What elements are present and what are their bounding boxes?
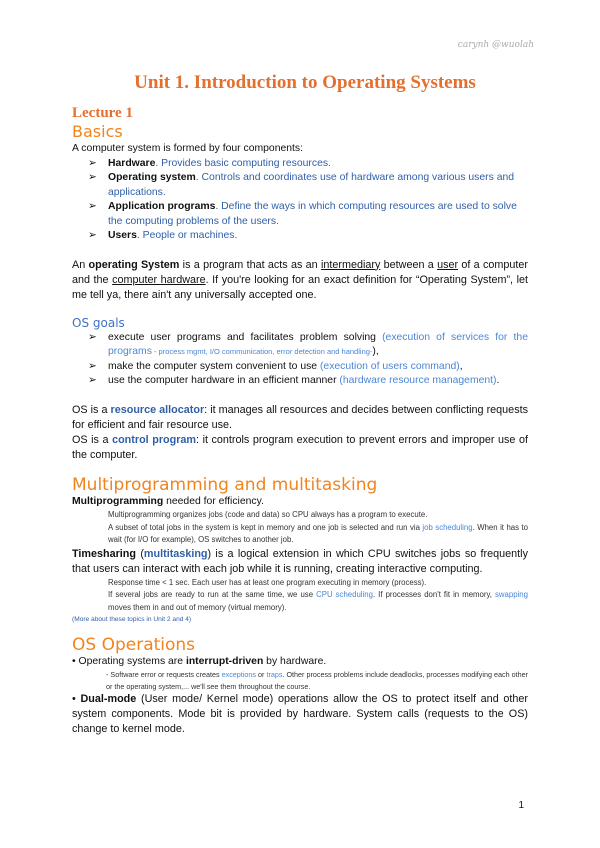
units-note: (More about these topics in Unit 2 and 4) (72, 615, 192, 623)
control-program-text: OS is a control program: it controls program execution to prevent errors and improper use of the computer. (72, 433, 528, 461)
multiprogramming-text: Multiprogramming needed for efficiency. (72, 495, 264, 507)
arrow-bullet-icon: ➢ (88, 360, 97, 372)
interrupt-detail: - Software error or requests creates exceptions or traps. Other process problems include deadlocks, processes modifying each other or the operating system,... we'll see them throughout the course. (106, 670, 528, 691)
resource-allocator-text: OS is a resource allocator: it manages all resources and decides between conflicting requests for efficient and fair resource use. (72, 403, 528, 431)
basics-heading: Basics (72, 122, 123, 141)
list-item: ➢ Hardware. Provides basic computing resources. (88, 157, 528, 172)
author-signature: carynh @wuolah (457, 40, 534, 50)
arrow-bullet-icon: ➢ (88, 201, 97, 212)
lecture-heading: Lecture 1 (72, 105, 133, 121)
os-operations-heading: OS Operations (72, 634, 196, 655)
arrow-bullet-icon: ➢ (88, 230, 97, 241)
list-item: ➢ Application programs. Define the ways in which computing resources are used to solve the computing problems of the users. (88, 201, 517, 227)
list-item: ➢ execute user programs and facilitates problem solving (execution of services for the programs - process mgmt, I/O communication, error detection and handling-), (88, 331, 528, 357)
interrupt-driven-text: • Operating systems are interrupt-driven by hardware. (72, 655, 327, 667)
list-item: ➢ Users. People or machines. (88, 229, 528, 244)
timesharing-detail: Response time < 1 sec. Each user has at least one program executing in memory (process). If several jobs are ready to run at the same time, we use CPU scheduling. If processes don't fit in memory, swapping moves them in and out of memory (virtual memory). (108, 577, 528, 612)
arrow-bullet-icon: ➢ (88, 157, 97, 169)
os-goals-heading: OS goals (72, 315, 125, 330)
os-definition: An operating System is a program that acts as an intermediary between a user of a computer and the computer hardware. If you're looking for an exact definition for “Operating System”, let me tell ya, there ain't any universally accepted one. (72, 258, 528, 301)
arrow-bullet-icon: ➢ (88, 172, 97, 183)
goals-list (72, 331, 528, 389)
multiprogramming-detail: Multiprogramming organizes jobs (code and data) so CPU always has a program to execute. A subset of total jobs in the system is kept in memory and one job is selected and run via job scheduling. When it has to wait (for I/O for example), OS switches to another job. (108, 510, 529, 545)
list-item: ➢ use the computer hardware in an efficient manner (hardware resource management). (88, 374, 528, 389)
document-page (72, 70, 528, 737)
page-number: 1 (518, 800, 524, 811)
timesharing-text: Timesharing (multitasking) is a logical extension in which CPU switches jobs so frequently that users can interact with each job while it is running, creating interactive computing. (72, 547, 528, 575)
dual-mode-text: • Dual-mode (User mode/ Kernel mode) operations allow the OS to protect itself and other system components. Mode bit is provided by hardware. System calls (requests to the OS) change to kernel mode. (72, 693, 528, 736)
arrow-bullet-icon: ➢ (88, 331, 97, 343)
components-list (72, 157, 528, 244)
list-item: ➢ Operating system. Controls and coordinates use of hardware among various users and applications. (88, 172, 515, 198)
arrow-bullet-icon: ➢ (88, 375, 97, 386)
multiprogramming-heading: Multiprogramming and multitasking (72, 474, 378, 495)
document-title: Unit 1. Introduction to Operating Systems (134, 72, 476, 93)
list-item: ➢ make the computer system convenient to use (execution of users command), (88, 360, 528, 375)
basics-intro: A computer system is formed by four components: (72, 143, 303, 154)
